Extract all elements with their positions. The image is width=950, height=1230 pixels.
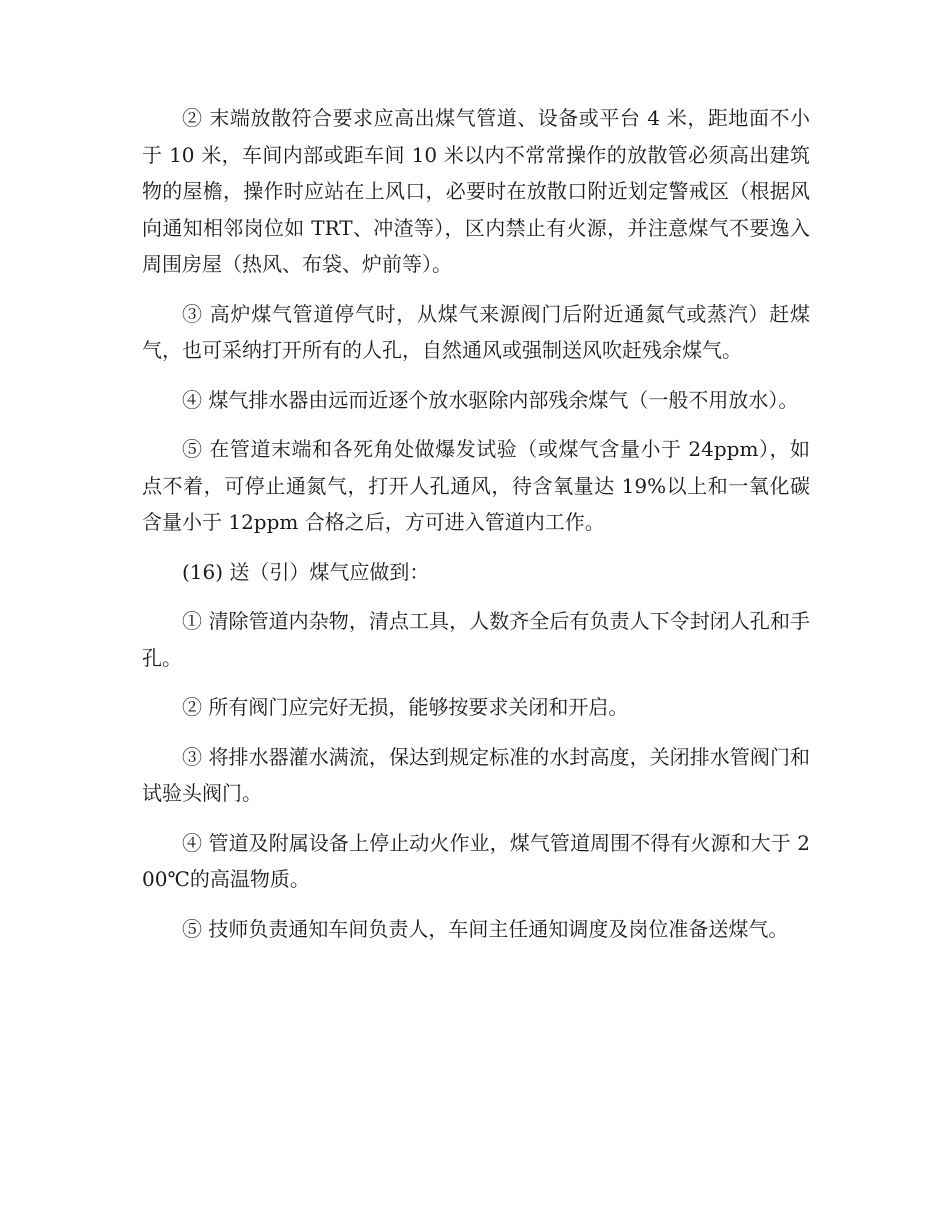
paragraph-clear-pipeline: ① 清除管道内杂物，清点工具，人数齐全后有负责人下令封闭人孔和手孔。 (142, 609, 810, 670)
document-body (142, 100, 810, 960)
paragraph-notify: ⑤ 技师负责通知车间负责人，车间主任通知调度及岗位准备送煤气。 (182, 916, 789, 941)
section-heading-gas-supply: (16) 送（引）煤气应做到： (182, 559, 430, 584)
paragraph-no-fire: ④ 管道及附属设备上停止动火作业，煤气管道周围不得有火源和大于 200℃的高温物质。 (142, 830, 810, 891)
paragraph-drainer-release: ④ 煤气排水器由远而近逐个放水驱除内部残余煤气（一般不用放水）。 (182, 387, 799, 412)
paragraph-valves: ② 所有阀门应完好无损，能够按要求关闭和开启。 (182, 695, 629, 719)
paragraph-explosion-test: ⑤ 在管道末端和各死角处做爆发试验（或煤气含量小于 24ppm），如点不着，可停止通氮气，打开人孔通风，待含氧量达 19%以上和一氧化碳含量小于 12ppm 合格之后，方可进入管道内工作。 (142, 437, 810, 534)
paragraph-vent-requirements: ② 末端放散符合要求应高出煤气管道、设备或平台 4 米，距地面不小于 10 米，车间内部或距车间 10 米以内不常常操作的放散管必须高出建筑物的屋檐，操作时应站在上风口，必要时在放散口附近划定警戒区（根据风向通知相邻岗位如 TRT、冲渣等），区内禁止有火源，并注意煤气不要逸入周围房屋（热风、布袋、炉前等）。 (142, 106, 810, 276)
paragraph-water-seal: ③ 将排水器灌水满流，保达到规定标准的水封高度，关闭排水管阀门和试验头阀门。 (142, 744, 810, 805)
paragraph-gas-purge: ③ 高炉煤气管道停气时，从煤气来源阀门后附近通氮气或蒸汽）赶煤气，也可采纳打开所有的人孔，自然通风或强制送风吹赶残余煤气。 (142, 301, 810, 362)
